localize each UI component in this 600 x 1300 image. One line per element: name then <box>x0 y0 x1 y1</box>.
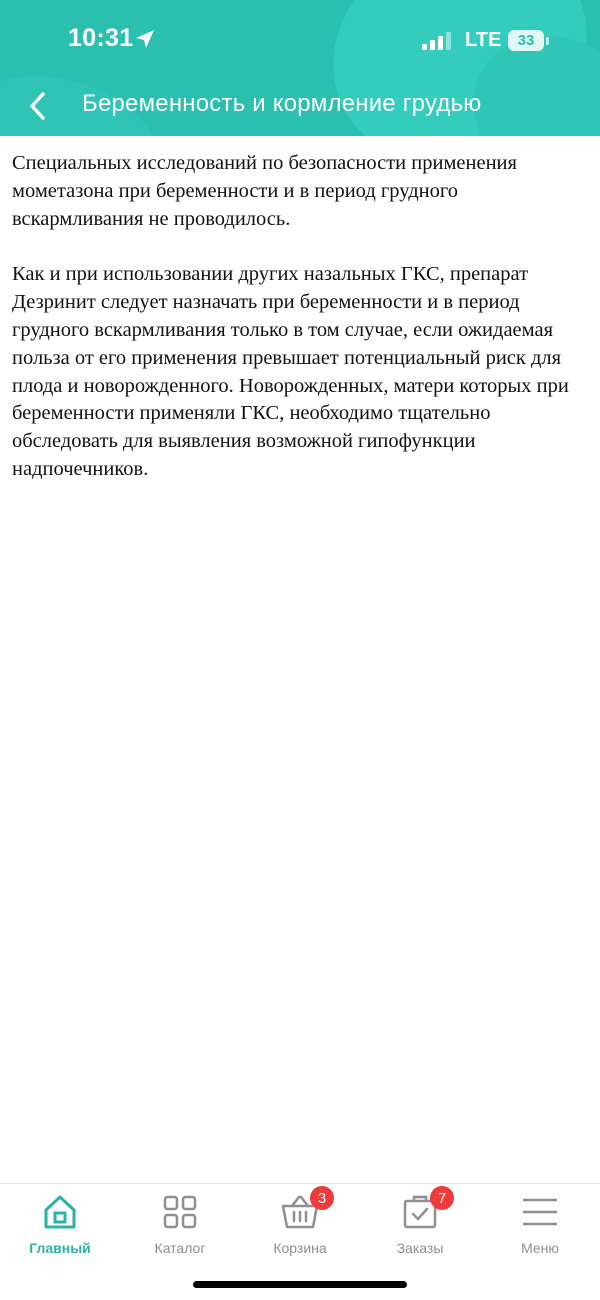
tab-label: Каталог <box>154 1240 206 1256</box>
tab-cart[interactable] <box>240 1189 360 1262</box>
home-indicator[interactable] <box>193 1281 407 1288</box>
orders-count-badge: 7 <box>430 1186 454 1210</box>
menu-icon <box>520 1192 560 1232</box>
signal-icon <box>422 32 454 50</box>
back-button[interactable] <box>20 86 56 126</box>
tab-label: Главный <box>29 1240 91 1256</box>
tab-label: Корзина <box>273 1240 327 1256</box>
chevron-left-icon <box>28 91 48 121</box>
grid-icon <box>160 1192 200 1232</box>
battery-tip <box>546 37 549 45</box>
location-arrow-icon <box>135 29 155 49</box>
tab-catalog[interactable] <box>120 1192 240 1262</box>
home-icon <box>40 1192 80 1232</box>
cart-count-badge: 3 <box>310 1186 334 1210</box>
app-header <box>0 0 600 136</box>
tab-orders[interactable] <box>360 1189 480 1262</box>
network-type: LTE <box>465 29 502 51</box>
status-bar <box>0 0 600 80</box>
tab-label: Заказы <box>396 1240 444 1256</box>
paragraph: Как и при использовании других назальных ГКС, препарат Дезринит следует назначать при беременности и в период грудного вскармливания только в том случае, если ожидаемая польза от его применения превышает потенциальный риск для плода и новорожденного. Новорожденных, матери которых при беременности применяли ГКС, необходимо тщательно обследовать для выявления возможной гипофункции надпочечников. <box>12 263 569 480</box>
tab-label: Меню <box>521 1240 559 1256</box>
paragraph: Специальных исследований по безопасности применения мометазона при беременности и в период грудного вскармливания не проводилось. <box>12 152 517 230</box>
tab-home[interactable] <box>0 1192 120 1262</box>
article-content <box>12 150 588 512</box>
basket-icon <box>280 1189 327 1232</box>
tab-menu[interactable] <box>480 1192 600 1262</box>
status-time: 10:31 <box>68 24 134 52</box>
battery-icon: 33 <box>508 30 544 51</box>
orders-icon <box>400 1189 447 1232</box>
page-title: Беременность и кормление грудью <box>82 90 482 117</box>
